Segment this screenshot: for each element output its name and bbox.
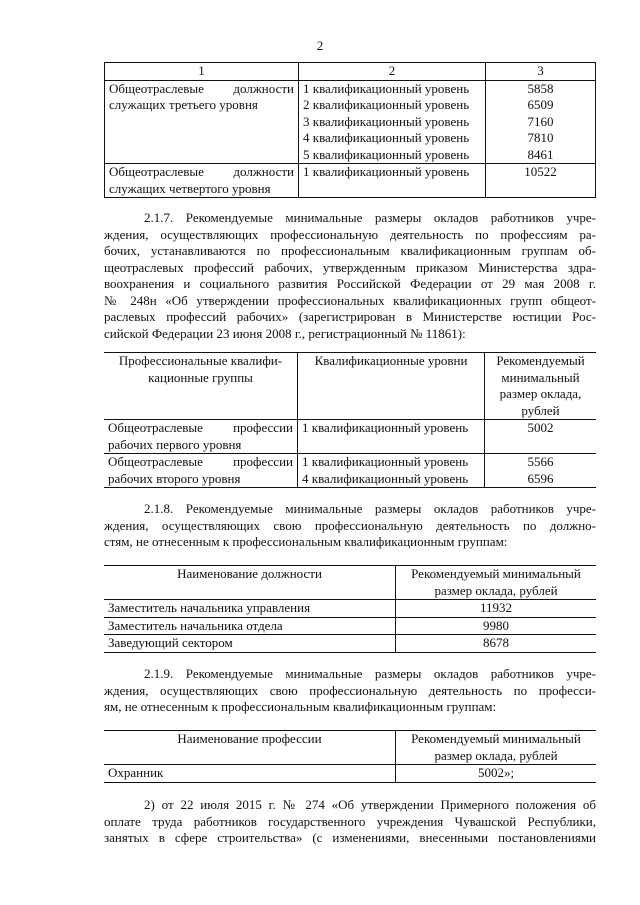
table-row [104, 617, 596, 635]
paragraph-2-1-9 [104, 666, 596, 716]
header-line: кационные группы [148, 369, 253, 385]
profession-name: Охранник [104, 765, 396, 783]
header-line: минимальный [501, 369, 580, 385]
salary-value: 10522 [524, 164, 557, 179]
position-name: Заместитель начальника отдела [104, 617, 396, 635]
level-item: 1 квалификационный уровень [303, 80, 470, 96]
table-row [104, 765, 596, 783]
text-line: ждения, осуществляющих свою профессиональную деятельность по должно- [104, 517, 596, 533]
header-line: Рекомендуемый минимальный [411, 731, 581, 746]
table-row [105, 80, 596, 164]
text-line: ям, не отнесенным к профессиональным квалификационным группам: [104, 699, 497, 714]
column-header: Наименование профессии [104, 731, 396, 765]
table-row [105, 164, 596, 198]
level-item: 3 квалификационный уровень [303, 113, 470, 129]
values-cell [486, 80, 596, 164]
header-line: размер оклада, [499, 386, 582, 401]
levels-cell [299, 80, 486, 164]
level-item: 4 квалификационный уровень [303, 130, 470, 145]
text-line-content: 2.1.9. Рекомендуемые минимальные размеры окладов работников учре- [144, 666, 596, 681]
column-header: 2 [299, 63, 486, 81]
header-line: Рекомендуемый минимальный [411, 566, 581, 581]
text-line-content: 2.1.8. Рекомендуемые минимальные размеры окладов работников учре- [144, 501, 596, 516]
group-name-cell [105, 80, 299, 164]
salary-value: 5566 [527, 454, 554, 469]
group-name-line: служащих третьего уровня [109, 97, 258, 112]
table-header-row [104, 353, 596, 420]
column-header: 3 [486, 63, 596, 81]
paragraph-2-1-8 [104, 501, 596, 551]
text-line: ждения, осуществляющих свою профессиональную деятельность по професси- [104, 682, 596, 698]
column-header: 1 [105, 63, 299, 81]
table-header-row [104, 566, 596, 600]
salary-value: 11932 [396, 600, 597, 618]
salary-value: 5002 [527, 420, 554, 435]
salary-table-positions [104, 565, 596, 653]
column-header [485, 353, 597, 420]
level-item: 1 квалификационный уровень [302, 454, 469, 469]
group-name-cell [104, 454, 298, 488]
text-line [104, 501, 596, 518]
salary-value: 8461 [527, 146, 554, 162]
table-header-row [105, 63, 596, 81]
group-name-cell [105, 164, 299, 198]
group-name-line: служащих четвертого уровня [109, 180, 271, 196]
table-row [104, 600, 596, 618]
salary-table-professions [104, 730, 596, 783]
text-line: бочих, устанавливаются по профессиональным квалификационным группам об- [104, 243, 596, 258]
column-header [396, 566, 597, 600]
text-line: ждения, осуществляющих профессиональную деятельность по профессиям ра- [104, 226, 596, 242]
group-name-line: рабочих первого уровня [108, 436, 242, 452]
group-name-line: рабочих второго уровня [108, 470, 241, 486]
values-cell [486, 164, 596, 198]
header-line: Рекомендуемый [496, 353, 585, 368]
page-number: 2 [316, 38, 324, 53]
table-header-row [104, 731, 596, 765]
salary-value: 9980 [396, 617, 597, 635]
header-line: Профессиональные квалифи- [118, 353, 283, 368]
level-item: 1 квалификационный уровень [303, 164, 470, 179]
salary-value: 5002»; [396, 765, 597, 783]
salary-value: 7810 [527, 130, 554, 145]
column-header [104, 353, 298, 420]
text-line: № 248н «Об утверждении профессиональных квалификационных групп общеот- [104, 292, 596, 308]
level-item: 5 квалификационный уровень [303, 146, 470, 162]
salary-table-employees [104, 62, 596, 198]
salary-value: 7160 [527, 113, 554, 129]
text-line: стям, не отнесенным к профессиональным квалификационным группам: [104, 534, 508, 549]
group-name-cell [104, 420, 298, 454]
column-header: Квалификационные уровни [298, 353, 485, 420]
header-line: размер оклада, рублей [434, 582, 558, 598]
text-line [104, 797, 596, 814]
levels-cell [298, 420, 485, 454]
levels-cell [299, 164, 486, 198]
text-line [104, 210, 596, 227]
text-line: сийской Федерации 23 июня 2008 г., регистрационный № 11861): [104, 325, 466, 341]
salary-table-workers [104, 352, 596, 488]
table-row [104, 454, 596, 488]
level-item: 1 квалификационный уровень [302, 420, 469, 435]
text-line: оплате труда работников государственного учреждения Чувашской Республики, [104, 813, 596, 829]
group-name-line: Общеотраслевые профессии [108, 454, 293, 469]
header-line: рублей [521, 402, 560, 418]
group-name-line: Общеотраслевые должности [109, 164, 294, 179]
level-item: 2 квалификационный уровень [303, 97, 470, 112]
text-line [104, 666, 596, 683]
salary-value: 6596 [527, 470, 554, 486]
values-cell [485, 454, 597, 488]
paragraph-item-2 [104, 797, 596, 847]
column-header: Наименование должности [104, 566, 396, 600]
text-line-content: 2) от 22 июля 2015 г. № 274 «Об утверждении Примерного положения об [144, 797, 596, 812]
group-name-line: Общеотраслевые должности [109, 80, 294, 96]
values-cell [485, 420, 597, 454]
position-name: Заместитель начальника управления [104, 600, 396, 618]
levels-cell [298, 454, 485, 488]
column-header [396, 731, 597, 765]
salary-value: 5858 [527, 80, 554, 96]
salary-value: 8678 [396, 635, 597, 653]
text-line-content: 2.1.7. Рекомендуемые минимальные размеры окладов работников учре- [144, 210, 596, 225]
position-name: Заведующий сектором [104, 635, 396, 653]
text-line: воохранения и социального развития Российской Федерации от 29 мая 2008 г. [104, 276, 596, 291]
level-item: 4 квалификационный уровень [302, 470, 469, 486]
header-line: размер оклада, рублей [434, 747, 558, 763]
group-name-line: Общеотраслевые профессии [108, 420, 293, 435]
text-line: щеотраслевых профессий рабочих, утвержденным приказом Министерства здра- [104, 259, 596, 275]
table-row [104, 420, 596, 454]
salary-value: 6509 [527, 97, 554, 112]
text-line: раслевых профессий рабочих» (зарегистрирован в Министерстве юстиции Рос- [104, 309, 596, 324]
text-line: занятых в сфере строительства» (с изменениями, внесенными постановлениями [104, 830, 596, 845]
paragraph-2-1-7 [104, 210, 596, 342]
table-row [104, 635, 596, 653]
